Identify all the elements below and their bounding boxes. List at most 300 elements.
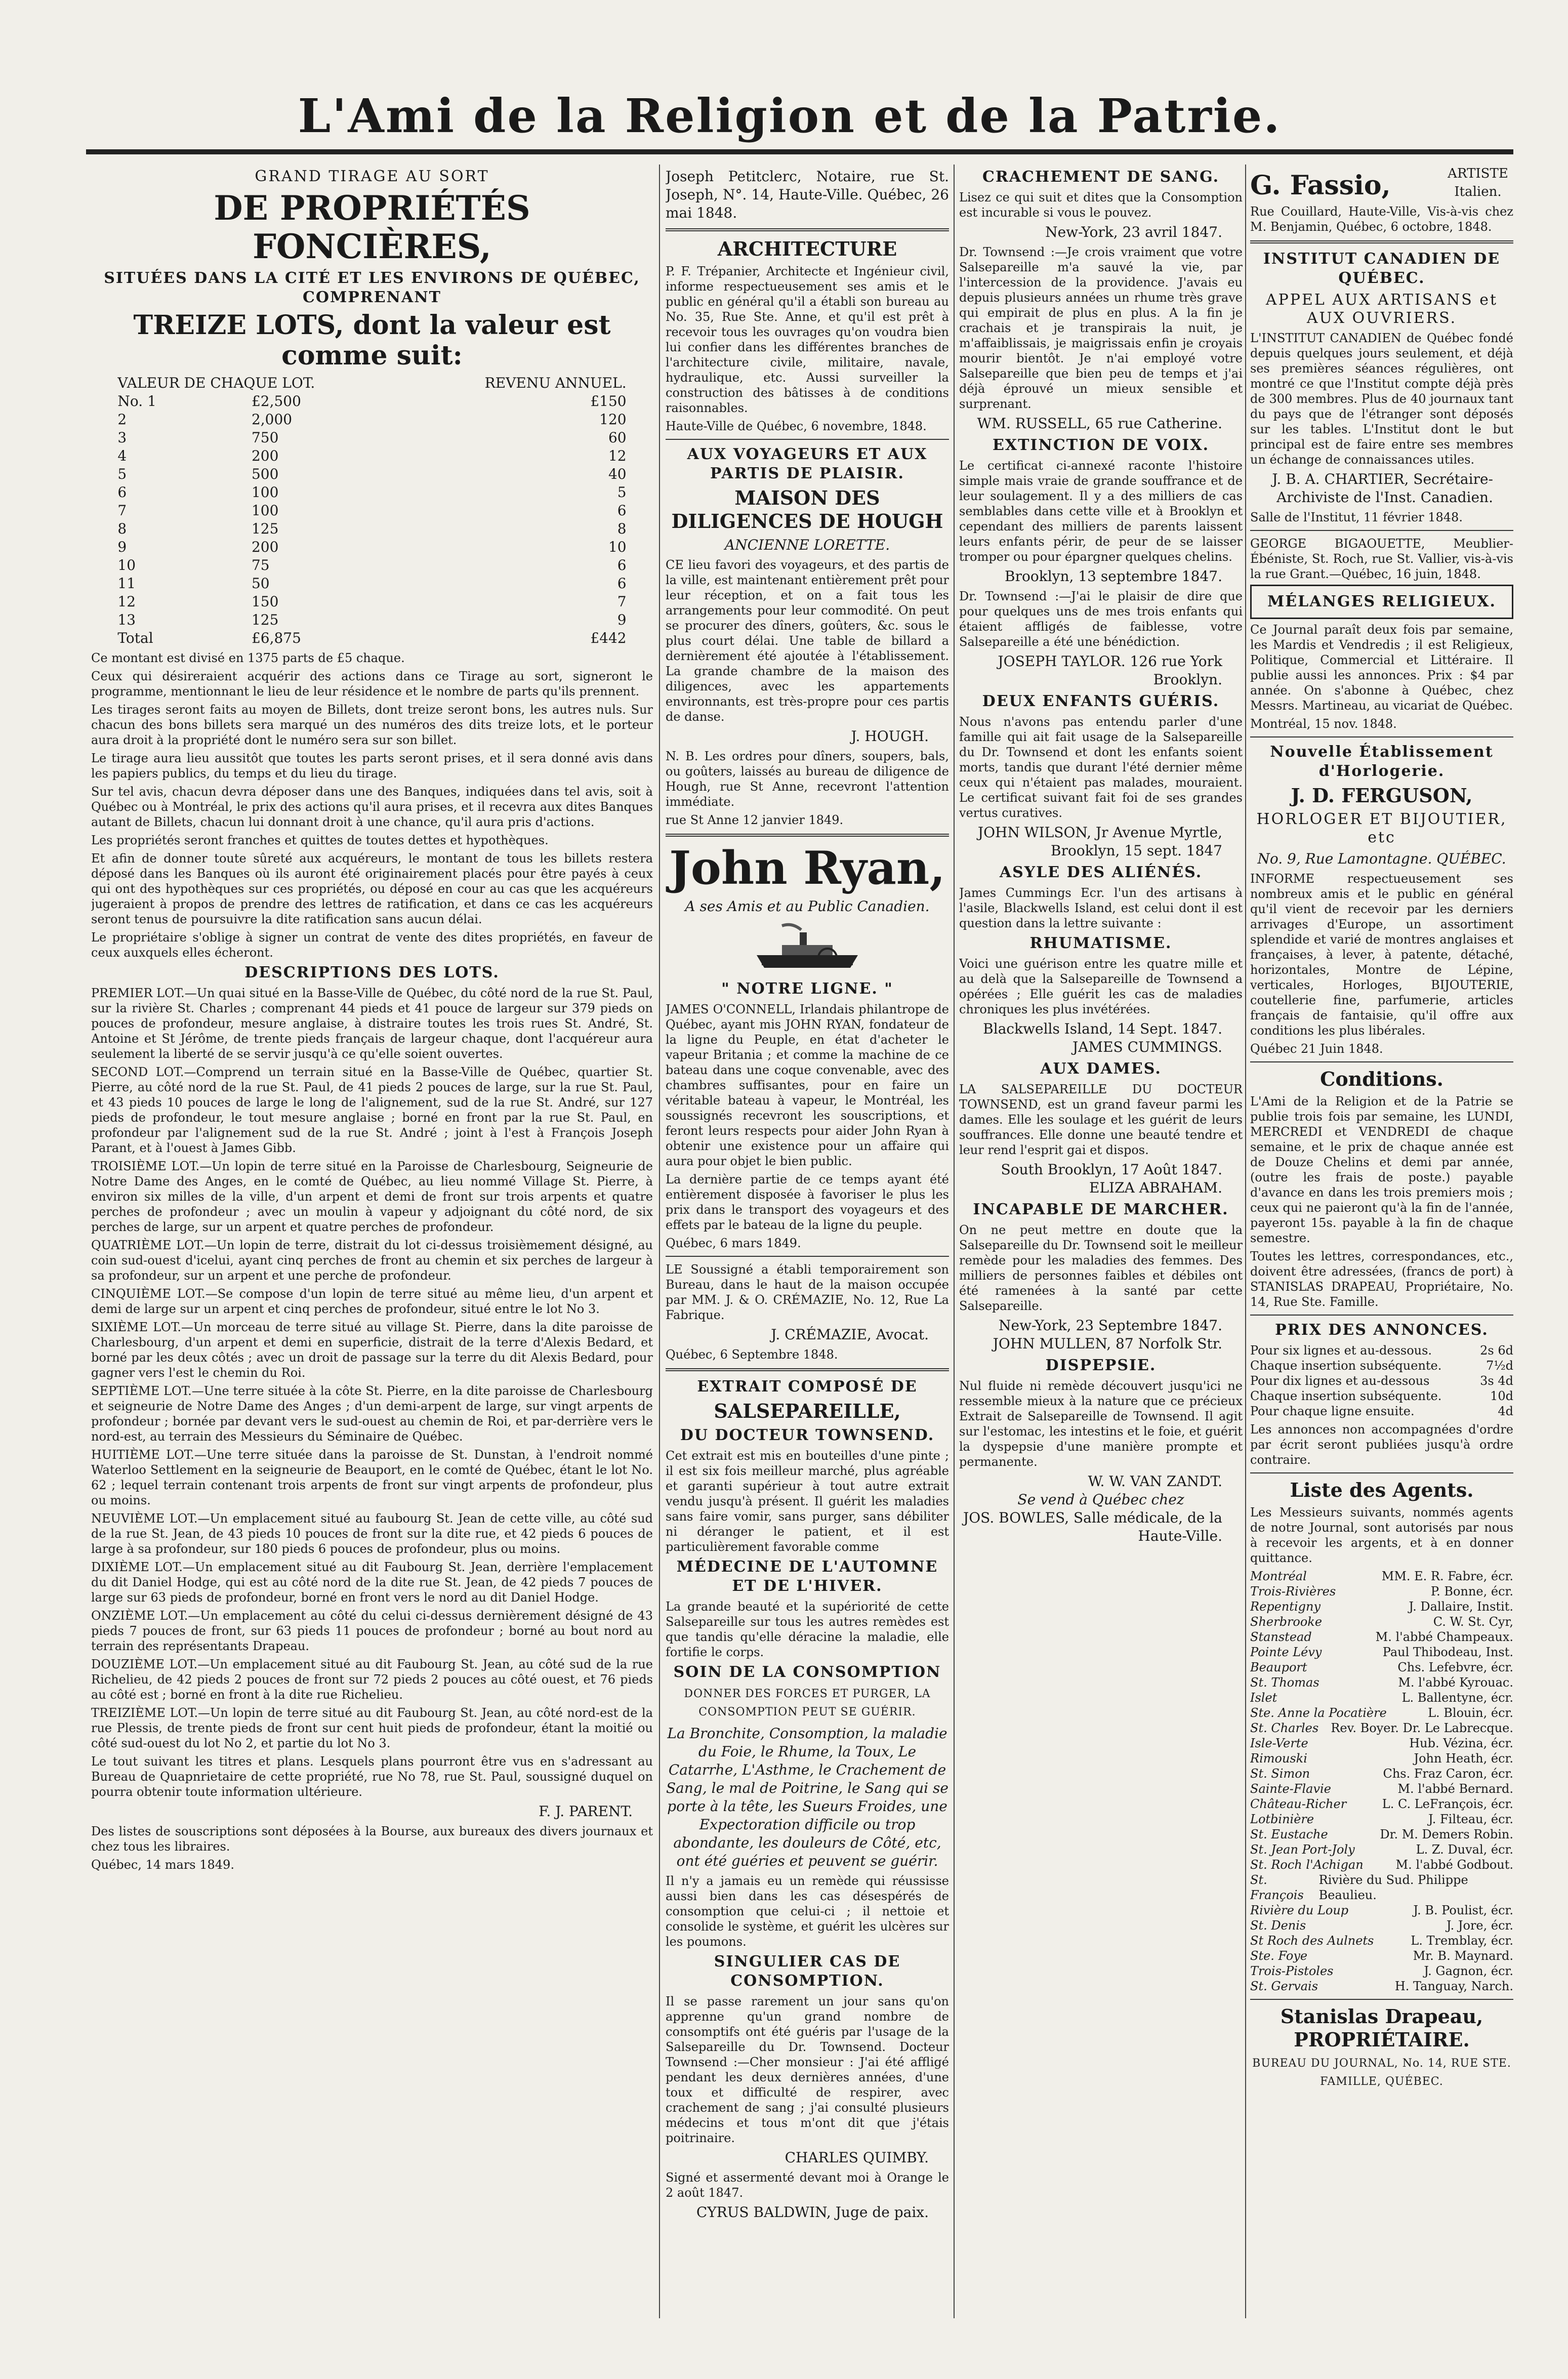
rhumatisme-heading: RHUMATISME. (1029, 934, 1172, 952)
ad-subtitle-lots: TREIZE LOTS, dont la valeur est comme suit: (133, 310, 611, 371)
agent-name: J. Jore, écr. (1446, 1918, 1513, 1933)
hough-subheading: ANCIENNE LORETTE. (724, 537, 890, 553)
table-row (113, 575, 630, 593)
divider (1250, 240, 1513, 243)
intro-paragraph: Le propriétaire s'oblige à signer un contrat de vente des dites propriétés, en faveur de ceux auxquels elles écheront. (91, 930, 653, 960)
extinction-heading: EXTINCTION DE VOIX. (992, 436, 1210, 454)
lot-description: PREMIER LOT.—Un quai situé en la Basse-Ville de Québec, du côté nord de la rue St. Paul, sur la rivière St. Charles ; comprenant 44 pieds et 41 pouce de largeur sur 379 pieds on pouces de profondeur, mesure anglaise, à distraire toutes les trois rues St. André, St. Antoine et St Jérôme, de trente pieds français de largeur chaque, dont l'acquéreur aura seulement la liberté de se servir jusqu'à ce qu'elle soient ouvertes. (91, 986, 653, 1061)
lots-table (113, 374, 630, 647)
lot-revenue: 6 (617, 557, 627, 573)
agent-place: St Roch des Aulnets (1250, 1934, 1374, 1948)
lot-revenue: £150 (590, 393, 627, 409)
hough-nb: N. B. Les ordres pour dîners, soupers, bals, ou goûters, laissés au bureau de diligence de Hough, rue St Anne, recevront l'attention immédiate. (666, 749, 949, 809)
price-label: Chaque insertion subséquente. (1250, 1359, 1442, 1373)
price-label: Pour chaque ligne ensuite. (1250, 1404, 1415, 1418)
divider (1250, 1472, 1513, 1473)
hough-date: rue St Anne 12 janvier 1849. (666, 813, 844, 827)
list-item (1250, 1903, 1513, 1918)
agent-place: St. Roch l'Achigan (1250, 1858, 1364, 1872)
list-item (1250, 1781, 1513, 1796)
melanges-body: Ce Journal paraît deux fois par semaine, les Mardis et Vendredis ; il est Religieux, Politique, Commercial et Littéraire. Il publie aussi les annonces. Prix : $4 par année. On s'abonne à Québec, chez Messrs. Martineau, au vicariat de Québec. (1250, 623, 1513, 713)
signature: F. J. PARENT. (539, 1803, 633, 1820)
rhumatisme-body: Voici une guérison entre les quatre mille et au delà que la Salsepareille de Townsend a opérées ; Elle guérit les cas de maladies chroniques les plus invétérées. (959, 957, 1243, 1016)
masthead-title: L'Ami de la Religion et de la Patrie. (298, 89, 1282, 143)
list-item (1250, 1614, 1513, 1629)
lot-number: 11 (117, 575, 136, 592)
cremazie-body: LE Soussigné a établi temporairement son Bureau, dans le haut de la maison occupée par MM. J. & O. CRÉMAZIE, No. 12, Rue La Fabrique. (666, 1262, 949, 1322)
ryan-motto: " NOTRE LIGNE. " (721, 980, 893, 998)
column-divider (954, 165, 955, 2318)
lot-revenue: 12 (608, 447, 627, 464)
ferguson-address: No. 9, Rue Lamontagne. QUÉBEC. (1257, 850, 1506, 867)
masthead-rule (86, 149, 1513, 154)
institut-signature: J. B. A. CHARTIER, Secrétaire-Archiviste de l'Inst. Canadien. (1272, 471, 1493, 506)
agent-name: Dr. M. Demers Robin. (1380, 1827, 1513, 1841)
case-body: Il se passe rarement un jour sans qu'on apprenne qu'un grand nombre de consomptifs ont été guéris par l'usage de la Salsepareille du Dr. Townsend. Docteur Townsend :—Cher monsieur : J'ai été affligé pendant les deux dernières années, d'une toux et difficulté de respirer, avec crachement de sang ; j'ai consulté plusieurs médecins et tous m'ont dit que j'étais poitrinaire. (666, 1994, 949, 2145)
lot-revenue: 5 (617, 484, 627, 501)
agent-name: Chs. Lefebvre, écr. (1397, 1660, 1513, 1674)
ferguson-body: INFORME respectueusement ses nombreux amis et le public en général qu'il vient de recevoir par les derniers arrivages d'Europe, un assortiment splendide et varié de montres anglaises et françaises, à lever, à patente, détaché, horizontales, Montre de Lépine, verticales, Horloges, BIJOUTERIE, coutellerie fine, parfumerie, articles français de fantaisie, qu'il offre aux conditions les plus libérales. (1250, 872, 1513, 1038)
cummings-signature: JAMES CUMMINGS. (1072, 1039, 1222, 1055)
lot-revenue: 7 (617, 593, 627, 610)
agent-place: Beauport (1250, 1660, 1307, 1674)
salsepareille-heading-3: DU DOCTEUR TOWNSEND. (680, 1426, 935, 1444)
lot-description: TROISIÈME LOT.—Un lopin de terre situé en la Paroisse de Charlesbourg, Seigneurie de Notre Dame des Anges, en le comté de Québec, au lieu nommé Village St. Pierre, à environ six milles de la ville, d'un arpent et demi de front sur trois arpents et quatre perches de profondeur ; avec un moulin à vapeur y adjoignant du côté nord, de six perches de large, sur un arpent et quatre perches de profondeur. (91, 1159, 653, 1234)
alienes-heading: ASYLE DES ALIÉNÉS. (999, 864, 1203, 881)
extinction-body-2: Dr. Townsend :—J'ai le plaisir de dire que pour quelques uns de mes trois enfants qui étaient affligés de faiblesse, votre Salsepareille a été une bénédiction. (959, 589, 1243, 649)
table-head-value: VALEUR DE CHAQUE LOT. (117, 375, 315, 391)
ryan-body: JAMES O'CONNELL, Irlandais philantrope de Québec, ayant mis JOHN RYAN, fondateur de la ligne du Peuple, en état d'acheter le vapeur Britania ; et comme la machine de ce bateau dans une coque convenable, avec des chambres suffisantes, pour en faire un véritable bateau à vapeur, le Montréal, les soussignés recevront les souscriptions, et feront leurs respects pour aider John Ryan à obtenir une existence pour un affaire qui aura pour objet le bien public. (666, 1002, 949, 1168)
list-item (1250, 1857, 1513, 1872)
agent-name: L. Ballentyne, écr. (1401, 1691, 1513, 1705)
cremazie-signature: J. CRÉMAZIE, Avocat. (771, 1326, 929, 1343)
lot-number: 2 (117, 411, 127, 428)
agent-name: M. l'abbé Bernard. (1397, 1782, 1513, 1796)
conditions-body: L'Ami de la Religion et de la Patrie se publie trois fois par semaine, les LUNDI, MERCREDI et VENDREDI de chaque semaine, et le prix de chaque année est de Douze Chelins et demi par année, (outre les frais de poste.) payable d'avance en dans les trois premiers mois ; ceux qui ne paieront qu'à la fin de l'année, payeront 15s. payable à la fin de chaque semestre. (1250, 1094, 1513, 1245)
table-row (113, 520, 630, 538)
list-item (1250, 1720, 1513, 1736)
incapable-heading: INCAPABLE DE MARCHER. (973, 1201, 1229, 1218)
agent-place: Rivière du Loup (1250, 1903, 1349, 1917)
agent-place: St. Thomas (1250, 1675, 1319, 1690)
column-divider (659, 165, 660, 2318)
crachement-body: Dr. Townsend :—Je crois vraiment que votre Salsepareille m'a sauvé la vie, par l'intercession de la providence. J'avais eu depuis plusieurs années un rhume très grave qui empirait de plus en plus. A la fin je crachais et je transpirais la nuit, je m'affaiblissais, je maigrissais enfin je croyais mourir bientôt. Je n'ai employé votre Salsepareille que bien peu de temps et j'ai déjà éprouvé un mieux sensible et surprenant. (959, 245, 1243, 411)
lot-value: 500 (251, 466, 279, 482)
agents-intro: Les Messieurs suivants, nommés agents de notre Journal, sont autorisés par nous à recevoir les argents, et à en donner quittance. (1250, 1505, 1513, 1565)
lot-value: 100 (251, 484, 279, 501)
agent-name: Rivière du Sud. Philippe Beaulieu. (1318, 1873, 1468, 1902)
steamboat-icon (752, 920, 863, 975)
divider (1250, 1999, 1513, 2000)
price-value: 7½d (1486, 1359, 1513, 1373)
lot-revenue: 9 (617, 611, 627, 628)
architecture-heading: ARCHITECTURE (717, 237, 897, 260)
ad-subtitle: SITUÉES DANS LA CITÉ ET LES ENVIRONS DE QUÉBEC, COMPRENANT (104, 269, 640, 306)
agent-place: Ste. Foye (1250, 1949, 1308, 1963)
lot-value: £2,500 (251, 393, 301, 409)
baldwin-signature: CYRUS BALDWIN, Juge de paix. (696, 2204, 929, 2221)
lot-description: SEPTIÈME LOT.—Une terre située à la côte St. Pierre, en la dite paroisse de Charlesbourg et seigneurie de Notre Dame des Anges ; d'un demi-arpent de large, sur vingt arpents de profondeur ; bornée par devant vers le sud-ouest au chemin de Roi, et par-derrière vers le nord-est, au terrain des Messieurs du Séminaire de Québec. (91, 1384, 653, 1444)
lot-description: HUITIÈME LOT.—Une terre située dans la paroisse de St. Dunstan, à l'endroit nommé Waterloo Settlement en la seigneurie de Beauport, en le comté de Québec, étant le lot No. 62 ; lequel terrain contenant trois arpents de front sur vingt arpents de profondeur, plus ou moins. (91, 1448, 653, 1507)
institut-subheading: APPEL AUX ARTISANS et AUX OUVRIERS. (1265, 291, 1498, 327)
melanges-date: Montréal, 15 nov. 1848. (1250, 717, 1397, 731)
lots-table-header (113, 374, 630, 392)
column-notices (1250, 165, 1513, 2333)
agent-place: Trois-Pistoles (1250, 1964, 1334, 1978)
list-item (1250, 1933, 1513, 1948)
dyspepsie-heading: DISPEPSIE. (1045, 1357, 1157, 1374)
price-label: Pour dix lignes et au-dessous (1250, 1374, 1430, 1388)
bowles-intro: Se vend à Québec chez (1017, 1491, 1184, 1508)
agent-place: Rimouski (1250, 1751, 1307, 1766)
lot-description: DIXIÈME LOT.—Un emplacement situé au dit Faubourg St. Jean, derrière l'emplacement du dit Daniel Hodge, qui est au côté nord de la dite rue St. Jean, de 42 pieds 7 pouces de large sur 63 pieds de profondeur, borné en front vers le nord au dit Daniel Hodge. (91, 1560, 653, 1605)
ferguson-date: Québec 21 Juin 1848. (1250, 1042, 1383, 1056)
table-row (113, 465, 630, 483)
total-label: Total (117, 630, 153, 646)
lot-descriptions (91, 986, 653, 1799)
institut-body: L'INSTITUT CANADIEN de Québec fondé depuis quelques jours seulement, et déjà ses premières séances régulières, ont montré ce que l'Institut compte déjà près de 300 membres. Plus de 40 journaux tant du pays que de l'étranger sont déposés sur les tables. L'Institut dont le but principal est de faire entre ses membres un échange de connaissances utiles. (1250, 331, 1513, 467)
ryan-subtitle: A ses Amis et au Public Canadien. (685, 898, 930, 915)
lot-value: 200 (251, 447, 279, 464)
list-item (1250, 1842, 1513, 1857)
lots-total-row (113, 629, 630, 647)
lot-value: 125 (251, 611, 279, 628)
dames-date: South Brooklyn, 17 Août 1847. (1001, 1161, 1222, 1178)
agent-name: L. Z. Duval, écr. (1416, 1842, 1513, 1857)
agent-place: St. François (1250, 1873, 1304, 1902)
crachement-intro: Lisez ce qui suit et dites que la Consomption est incurable si vous le pouvez. (959, 190, 1243, 220)
lot-number: 12 (117, 593, 136, 610)
list-item (1250, 1963, 1513, 1979)
lot-value: 150 (251, 593, 279, 610)
hough-signature: J. HOUGH. (851, 728, 929, 745)
divider (666, 1256, 949, 1257)
lot-number: 4 (117, 447, 127, 464)
table-row (113, 411, 630, 429)
agent-name: P. Bonne, écr. (1430, 1584, 1513, 1598)
agent-name: MM. E. R. Fabre, écr. (1381, 1569, 1513, 1583)
lot-number: 7 (117, 502, 127, 519)
extinction-date: Brooklyn, 13 septembre 1847. (1005, 568, 1222, 585)
agent-name: H. Tanguay, Narch. (1394, 1979, 1513, 1993)
agent-place: St. Eustache (1250, 1827, 1328, 1841)
lot-description: SIXIÈME LOT.—Un morceau de terre situé au village St. Pierre, dans la dite paroisse de Charlesbourg, d'un arpent et demi en superficie, distrait de la terre d'Alexis Bedard, et borné par les deux côtés ; avec un droit de passage sur la terre du dit Alexis Bedard, pour gagner vers l'est le chemin du Roi. (91, 1320, 653, 1380)
salsepareille-body-2: La grande beauté et la supériorité de cette Salsepareille sur tous les autres remèdes est que tandis qu'elle déracine la maladie, elle fortifie le corps. (666, 1599, 949, 1659)
melanges-heading: MÉLANGES RELIGIEUX. (1267, 593, 1496, 610)
column-ads-2 (666, 165, 949, 2333)
lot-number: 10 (117, 557, 136, 573)
agent-place: Château-Richer (1250, 1797, 1347, 1811)
agent-place: Lotbinière (1250, 1812, 1314, 1826)
incapable-body: On ne peut mettre en doute que la Salsepareille du Dr. Townsend soit le meilleur remède pour les maladies des femmes. Des milliers de personnes faibles et débiles ont été ramenées à la santé par cette Salsepareille. (959, 1223, 1243, 1313)
ad-header: GRAND TIRAGE AU SORT (255, 168, 489, 185)
fassio-name: G. Fassio, (1250, 170, 1391, 201)
table-row (113, 593, 630, 611)
gueris-body: Nous n'avons pas entendu parler d'une famille qui ait fait usage de la Salsepareille du Dr. Townsend et dont les enfants soient morts, tandis que durant l'été dernier même ceux qui n'étaient pas malades, mouraient. Le certificat suivant fait foi de ses grandes vertus curatives. (959, 715, 1243, 820)
lot-number: 6 (117, 484, 127, 501)
descriptions-heading: DESCRIPTIONS DES LOTS. (244, 964, 500, 981)
gueris-heading: DEUX ENFANTS GUÉRIS. (982, 692, 1220, 710)
prix-heading: PRIX DES ANNONCES. (1275, 1321, 1489, 1339)
lot-description: ONZIÈME LOT.—Un emplacement au côté du celui ci-dessus dernièrement désigné de 43 pieds 7 pouces de front, sur 63 pieds 11 pouces de profondeur ; borné au bout nord au terrain des représentants Drapeau. (91, 1609, 653, 1653)
intro-paragraph: Sur tel avis, chacun devra déposer dans une des Banques, indiquées dans tel avis, soit à Québec ou à Montréal, le prix des actions qu'il aura prises, et il recevra aux dites Banques autant de Billets, chacun lui donnant droit à une chance, qu'il aura pris d'actions. (91, 785, 653, 829)
agent-name: J. Gagnon, écr. (1424, 1964, 1513, 1978)
lot-number: 5 (117, 466, 127, 482)
divider (666, 1368, 949, 1371)
list-item (1250, 1827, 1513, 1842)
ad-title: DE PROPRIÉTÉS FONCIÈRES, (214, 188, 530, 266)
fassio-role: ARTISTE Italien. (1448, 166, 1508, 199)
list-item (1250, 1690, 1513, 1705)
ryan-name: John Ryan, (669, 841, 945, 895)
agent-name: M. l'abbé Champeaux. (1375, 1630, 1513, 1644)
agent-place: St. Charles (1250, 1721, 1319, 1735)
lot-number: 9 (117, 539, 127, 555)
price-value: 4d (1498, 1404, 1513, 1418)
column-testimonials (959, 165, 1243, 2333)
list-item (1250, 1569, 1513, 1584)
prix-note: Les annonces non accompagnées d'ordre par écrit seront publiées jusqu'à ordre contraire. (1250, 1422, 1513, 1467)
ferguson-heading: Nouvelle Établissement d'Horlogerie. (1270, 743, 1494, 780)
agent-name: L. Blouin, écr. (1428, 1706, 1513, 1720)
agent-name: Hub. Vézina, écr. (1409, 1736, 1513, 1750)
price-label: Pour six lignes et au-dessous. (1250, 1343, 1432, 1358)
institut-date: Salle de l'Institut, 11 février 1848. (1250, 510, 1463, 524)
total-revenue: £442 (590, 630, 627, 646)
consomption-body-2: Il n'y a jamais eu un remède qui réussisse aussi bien dans les cas désespérés de consomption que celui-ci ; il nettoie et consolide le système, et guérit les ulcères sur les poumons. (666, 1874, 949, 1949)
agent-place: St. Denis (1250, 1918, 1306, 1933)
agent-name: M. l'abbé Kyrouac. (1398, 1675, 1513, 1690)
crachement-heading: CRACHEMENT DE SANG. (982, 168, 1220, 186)
intro-paragraph: Les propriétés seront franches et quittes de toutes dettes et hypothèques. (91, 833, 549, 847)
agent-place: Islet (1250, 1691, 1277, 1705)
table-row (113, 502, 630, 520)
agent-place: Sherbrooke (1250, 1615, 1323, 1629)
list-item (1250, 1948, 1513, 1963)
rhumatisme-date: Blackwells Island, 14 Sept. 1847. (983, 1020, 1222, 1037)
agent-name: J. Filteau, écr. (1428, 1812, 1513, 1826)
lot-description: TREIZIÈME LOT.—Un lopin de terre situé au dit Faubourg St. Jean, au côté nord-est de la rue Plessis, de trente pieds de front sur cent huit pieds de profondeur, étant la moitié ou côté sud-ouest du lot No 2, et partie du lot No 3. (91, 1706, 653, 1750)
lot-value: 100 (251, 502, 279, 519)
column-divider (1245, 165, 1246, 2318)
list-item (1250, 1584, 1513, 1599)
list-item (1250, 1812, 1513, 1827)
agent-place: St. Simon (1250, 1767, 1310, 1781)
lot-description: Le tout suivant les titres et plans. Lesquels plans pourront être vus en s'adressant au Bureau de Quapnrietaire de cette propriété, rue No 78, rue St. Paul, soussigné duquel on pourra obtenir toute information ultérieure. (91, 1754, 653, 1799)
abraham-signature: ELIZA ABRAHAM. (1089, 1179, 1222, 1196)
footnote: Des listes de souscriptions sont déposées à la Bourse, aux bureaux des divers journaux et chez tous les libraires. (91, 1824, 653, 1854)
agent-place: St. Gervais (1250, 1979, 1318, 1993)
intro-paragraph: Ceux qui désireraient acquérir des actions dans ce Tirage au sort, signeront le programme, mentionnant le lieu de leur résidence et le nombre de parts qu'ils prennent. (91, 669, 653, 699)
lot-value: 50 (251, 575, 270, 592)
agents-list (1250, 1569, 1513, 1994)
quimby-sworn: Signé et assermenté devant moi à Orange le 2 août 1847. (666, 2170, 949, 2200)
lot-revenue: 40 (608, 466, 627, 482)
list-item (1250, 1404, 1513, 1419)
lot-description: CINQUIÈME LOT.—Se compose d'un lopin de terre situé au même lieu, d'un arpent et demi de large sur un arpent et cinq perches de profondeur, situé entre le lot No 3. (91, 1287, 653, 1316)
divider (666, 439, 949, 440)
price-value: 2s 6d (1480, 1343, 1513, 1358)
lot-description: DOUZIÈME LOT.—Un emplacement situé au dit Faubourg St. Jean, au côté sud de la rue Richelieu, de 42 pieds 2 pouces de front sur 72 pieds 2 pouces au côté ouest, et 76 pieds au côté est ; borné en front à la dite rue Richelieu. (91, 1657, 653, 1702)
ferguson-name: J. D. FERGUSON, (1291, 784, 1473, 807)
list-item (1250, 1736, 1513, 1751)
column-lottery (91, 165, 653, 2333)
bigaouette-notice: GEORGE BIGAOUETTE, Meublier-Ébéniste, St. Roch, rue St. Vallier, vis-à-vis la rue Grant.—Québec, 16 juin, 1848. (1250, 537, 1513, 581)
table-row (113, 611, 630, 629)
agent-place: Ste. Anne la Pocatière (1250, 1706, 1387, 1720)
dames-heading: AUX DAMES. (1040, 1060, 1162, 1078)
alienes-body: James Cummings Ecr. l'un des artisans à l'asile, Blackwells Island, est celui dont il est question dans la lettre suivante : (959, 886, 1243, 930)
list-item (1250, 1796, 1513, 1812)
lot-number: 8 (117, 520, 127, 537)
agent-name: L. Tremblay, écr. (1411, 1934, 1513, 1948)
lot-description: QUATRIÈME LOT.—Un lopin de terre, distrait du lot ci-dessus troisièmement désigné, au coin sud-ouest d'icelui, ayant cinq perches de front au chemin et six perches de largeur à sa profondeur, sur un arpent et une perche de profondeur. (91, 1238, 653, 1283)
salsepareille-heading-1: EXTRAIT COMPOSÉ DE (697, 1378, 918, 1396)
incapable-date: New-York, 23 Septembre 1847. (999, 1317, 1222, 1334)
mullen-signature: JOHN MULLEN, 87 Norfolk Str. (993, 1335, 1222, 1352)
lot-revenue: 120 (599, 411, 627, 428)
extinction-body: Le certificat ci-annexé raconte l'histoire simple mais vraie de grande souffrance et de leur soulagement. Il y a des milliers de cas semblables dans cette ville et à Brooklyn et cependant des milliers de parents laissent leurs enfants périr, de peur de se laisser tromper ou pour épargner quelques chelins. (959, 459, 1243, 564)
quimby-signature: CHARLES QUIMBY. (785, 2149, 929, 2166)
agent-name: C. W. St. Cyr, (1433, 1615, 1513, 1629)
total-value: £6,875 (251, 630, 301, 646)
lot-number: 13 (117, 611, 136, 628)
architecture-date: Haute-Ville de Québec, 6 novembre, 1848. (666, 419, 927, 433)
agent-place: St. Jean Port-Joly (1250, 1842, 1355, 1857)
dyspepsie-body: Nul fluide ni remède découvert jusqu'ici ne ressemble mieux à la nature que ce précieux Extrait de Salsepareille de Townsend. Il agit sur l'estomac, les intestins et le foie, et guérit la dyspepsie d'une manière prompte et permanente. (959, 1379, 1243, 1469)
melanges-box (1250, 585, 1513, 619)
agent-name: M. l'abbé Godbout. (1395, 1858, 1513, 1872)
agent-place: Stanstead (1250, 1630, 1312, 1644)
table-row (113, 447, 630, 465)
table-row (113, 392, 630, 411)
hough-body: CE lieu favori des voyageurs, et des partis de la ville, est maintenant entièrement prêt pour leur réception, et on a fait tous les arrangements pour leur commodité. On peut se procurer des dîners, goûters, &c. sous le plus court délai. Une table de billard a dernièrement été ajoutée à l'établissement. La grande chambre de la maison des diligences, avec les appartements environnants, est très-propre pour ces partis de danse. (666, 558, 949, 724)
dames-body: LA SALSEPAREILLE DU DOCTEUR TOWNSEND, est un grand faveur parmi les dames. Elle les soulage et les guérit de leurs souffrances. Elle donne une beauté tendre et leur rend l'esprit gai et dispos. (959, 1082, 1243, 1157)
table-head-revenue: REVENU ANNUEL. (484, 375, 627, 391)
lot-description: SECOND LOT.—Comprend un terrain situé en la Basse-Ville de Québec, quartier St. Pierre, au côté nord de la rue St. Paul, de 41 pieds 2 pouces de large, sur la rue St. Paul, et 43 pieds 10 pouces de large le long de l'alignement, sud de la rue St. André, sur 127 pieds de profondeur, le tout mesure anglaise ; borné en front par la rue St. Paul, en profondeur par l'alignement sud de la rue St. André ; joint à l'est à François Joseph Parant, et à l'ouest à James Gibb. (91, 1065, 653, 1155)
divider (666, 228, 949, 231)
list-item (1250, 1660, 1513, 1675)
agent-place: Repentigny (1250, 1599, 1321, 1614)
case-heading: SINGULIER CAS DE CONSOMPTION. (714, 1953, 901, 1990)
lot-value: 2,000 (251, 411, 293, 428)
ferguson-trade: HORLOGER ET BIJOUTIER, etc (1256, 810, 1507, 846)
table-row (113, 556, 630, 575)
lot-revenue: 8 (617, 520, 627, 537)
dateline: Québec, 14 mars 1849. (91, 1858, 234, 1872)
salsepareille-body: Cet extrait est mis en bouteilles d'une pinte ; il est six fois meilleur marché, plus agréable et garanti supérieur à tout autre extrait vendu jusqu'à présent. Il guérit les maladies sans faire vomir, sans purger, sans débiliter ni déranger le patient, et il est particulièrement favorable comme (666, 1449, 949, 1554)
fassio-block (1250, 165, 1513, 201)
list-item (1250, 1388, 1513, 1404)
crachement-place: New-York, 23 avril 1847. (1045, 224, 1222, 240)
agent-name: Rev. Boyer. Dr. Le Labrecque. (1331, 1721, 1513, 1735)
agents-heading: Liste des Agents. (1290, 1479, 1474, 1501)
salsepareille-medicine: MÉDECINE DE L'AUTOMNE ET DE L'HIVER. (676, 1558, 938, 1595)
intro-paragraph: Les tirages seront faits au moyen de Billets, dont treize seront bons, les autres nuls. Sur chacun des bons billets sera marqué un des numéros des dits treize lots, et le porteur aura droit à la propriété dont le numéro sera sur son billet. (91, 703, 653, 747)
divider (1250, 736, 1513, 737)
list-item (1250, 1751, 1513, 1766)
architecture-body: P. F. Trépanier, Architecte et Ingénieur civil, informe respectueusement ses amis et le public en général qu'il a établi son bureau au No. 35, Rue Ste. Anne, et qu'il est prêt à recevoir tous les ouvrages qu'on voudra bien lui confier dans les différentes branches de l'architecture civile, militaire, navale, hydraulique, etc. Aussi surveiller la construction des bâtisses à de conditions raisonnables. (666, 264, 949, 415)
lot-number: 3 (117, 429, 127, 446)
list-item (1250, 1979, 1513, 1994)
lot-number: No. 1 (117, 393, 156, 409)
agent-name: Paul Thibodeau, Inst. (1382, 1645, 1513, 1659)
list-item (1250, 1645, 1513, 1660)
agent-name: John Heath, écr. (1414, 1751, 1513, 1766)
consomption-body: La Bronchite, Consomption, la maladie du Foie, le Rhume, la Toux, Le Catarrhe, L'Asthme, le Crachement de Sang, le mal de Poitrine, le Sang qui se porte à la tête, les Sueurs Froides, une Expectoration difficile ou trop abondante, les douleurs de Côté, etc, ont été guéries et peuvent se guérir. (666, 1725, 948, 1869)
agent-name: J. Dallaire, Instit. (1409, 1599, 1513, 1614)
cremazie-date: Québec, 6 Septembre 1848. (666, 1347, 838, 1362)
lot-revenue: 6 (617, 502, 627, 519)
conditions-body-2: Toutes les lettres, correspondances, etc., doivent être adressées, (francs de port) à STANISLAS DRAPEAU, Propriétaire, No. 14, Rue Ste. Famille. (1250, 1249, 1513, 1309)
voyageurs-heading: AUX VOYAGEURS ET AUX PARTIS DE PLAISIR. (687, 445, 928, 482)
price-value: 3s 4d (1480, 1374, 1513, 1388)
lot-value: 750 (251, 429, 279, 446)
hough-heading: MAISON DES DILIGENCES DE HOUGH (671, 486, 943, 532)
list-item (1250, 1705, 1513, 1720)
list-item (1250, 1599, 1513, 1614)
price-label: Chaque insertion subséquente. (1250, 1389, 1442, 1403)
list-item (1250, 1343, 1513, 1358)
agent-place: Trois-Rivières (1250, 1584, 1336, 1598)
table-row (113, 538, 630, 556)
intro-paragraph: Le tirage aura lieu aussitôt que toutes les parts seront prises, et il sera donné avis dans les papiers publics, du temps et du lieu du tirage. (91, 751, 653, 781)
consomption-subheading: DONNER DES FORCES ET PURGER, LA CONSOMPTION PEUT SE GUÉRIR. (684, 1688, 931, 1718)
consomption-heading: SOIN DE LA CONSOMPTION (673, 1663, 941, 1681)
agent-place: Montréal (1250, 1569, 1307, 1583)
lot-description: NEUVIÈME LOT.—Un emplacement situé au faubourg St. Jean de cette ville, au côté sud de la rue St. Jean, de 43 pieds 10 pouces de front sur la dite rue, et 42 pieds 6 pouces de large à sa profondeur, sur 180 pieds 6 pouces de profondeur, plus ou moins. (91, 1511, 653, 1556)
lot-value: 75 (251, 557, 270, 573)
lot-revenue: 10 (608, 539, 627, 555)
intro-paragraphs (91, 650, 653, 960)
list-item (1250, 1629, 1513, 1645)
table-row (113, 483, 630, 502)
agent-name: Chs. Fraz Caron, écr. (1383, 1767, 1513, 1781)
ryan-date: Québec, 6 mars 1849. (666, 1236, 801, 1250)
vanzandt-signature: W. W. VAN ZANDT. (1088, 1473, 1222, 1490)
divider (1250, 1061, 1513, 1062)
divider (666, 834, 949, 837)
lot-value: 200 (251, 539, 279, 555)
list-item (1250, 1918, 1513, 1933)
ryan-body-2: La dernière partie de ce temps ayant été entièrement disposée à favoriser le plus les prix dans le transport des voyageurs et des effets par le bateau de la ligne du peuple. (666, 1172, 949, 1232)
list-item (1250, 1358, 1513, 1373)
bowles-signature: JOS. BOWLES, Salle médicale, de la Haute-Ville. (963, 1509, 1222, 1544)
lot-revenue: 60 (608, 429, 627, 446)
taylor-signature: JOSEPH TAYLOR. 126 rue York Brooklyn. (998, 653, 1222, 688)
list-item (1250, 1872, 1513, 1903)
price-value: 10d (1490, 1389, 1513, 1403)
office-address: BUREAU DU JOURNAL, No. 14, RUE STE. FAMILLE, QUÉBEC. (1252, 2057, 1511, 2088)
divider (1250, 1315, 1513, 1316)
table-row (113, 429, 630, 447)
list-item (1250, 1766, 1513, 1781)
intro-paragraph: Ce montant est divisé en 1375 parts de £5 chaque. (91, 651, 405, 665)
agent-name: J. B. Poulist, écr. (1413, 1903, 1513, 1917)
list-item (1250, 1373, 1513, 1388)
agent-place: Sainte-Flavie (1250, 1782, 1331, 1796)
fassio-address: Rue Couillard, Haute-Ville, Vis-à-vis chez M. Benjamin, Québec, 6 octobre, 1848. (1250, 204, 1513, 234)
proprietor: Stanislas Drapeau, PROPRIÉTAIRE. (1280, 2005, 1483, 2051)
agent-name: Mr. B. Maynard. (1413, 1949, 1513, 1963)
agent-place: Pointe Lévy (1250, 1645, 1322, 1659)
agent-name: L. C. LeFrançois, écr. (1382, 1797, 1513, 1811)
divider (1250, 530, 1513, 531)
agent-place: Isle-Verte (1250, 1736, 1308, 1750)
wilson-signature: JOHN WILSON, Jr Avenue Myrtle, Brooklyn, 15 sept. 1847 (977, 824, 1222, 859)
institut-heading: INSTITUT CANADIEN DE QUÉBEC. (1263, 250, 1501, 287)
conditions-heading: Conditions. (1320, 1068, 1443, 1090)
